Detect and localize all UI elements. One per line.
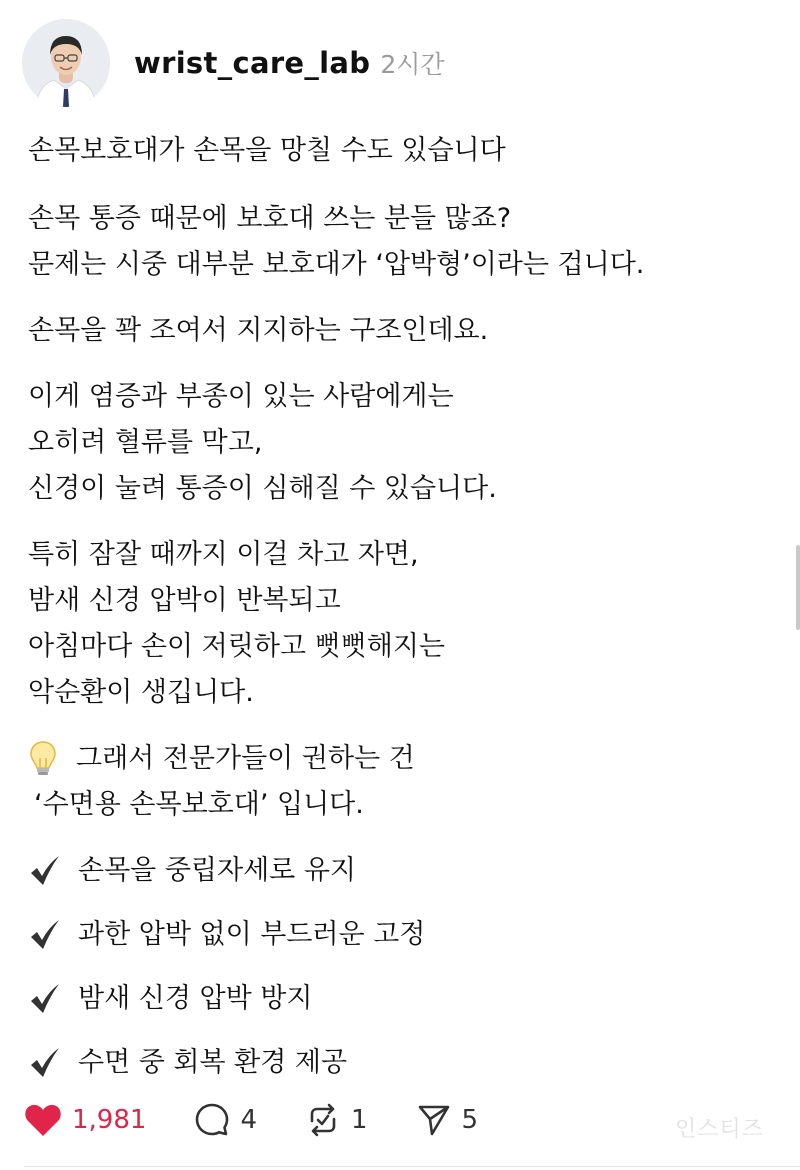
paragraph-line: 오히려 혈류를 막고,	[28, 427, 263, 458]
paragraph-line: 특히 잠잘 때까지 이걸 차고 자면,	[28, 539, 419, 570]
comment-button[interactable]	[194, 1102, 257, 1138]
paragraph-line: 악순환이 생깁니다.	[28, 677, 254, 708]
watermark: 인스티즈	[674, 1117, 764, 1142]
check-mark-icon	[28, 917, 64, 953]
like-count: 1,981	[72, 1105, 147, 1135]
tip-line-1	[28, 736, 768, 782]
paragraph-4	[28, 532, 768, 716]
send-icon	[416, 1102, 452, 1138]
checklist-text: 수면 중 회복 환경 제공	[78, 1047, 348, 1078]
comment-count: 4	[240, 1105, 257, 1135]
avatar[interactable]	[22, 19, 110, 107]
paragraph-3	[28, 374, 768, 512]
paragraph-line: 손목 통증 때문에 보호대 쓰는 분들 많죠?	[28, 203, 512, 234]
post-body	[28, 128, 768, 1104]
checklist-text: 밤새 신경 압박 방지	[78, 983, 313, 1014]
paragraph-line: 손목을 꽉 조여서 지지하는 구조인데요.	[28, 315, 489, 346]
paragraph-2	[28, 308, 768, 354]
paragraph-line: 밤새 신경 압박이 반복되고	[28, 585, 341, 616]
heart-icon	[24, 1103, 62, 1137]
paragraph-line: 아침마다 손이 저릿하고 뻣뻣해지는	[28, 631, 445, 662]
paragraph-line: 이게 염증과 부종이 있는 사람에게는	[28, 381, 454, 412]
username[interactable]: wrist_care_lab	[134, 46, 371, 80]
checklist-text: 과한 압박 없이 부드러운 고정	[78, 919, 426, 950]
post-title	[28, 128, 768, 174]
checklist-item	[28, 848, 768, 894]
checklist-text: 손목을 중립자세로 유지	[78, 855, 356, 886]
check-mark-icon	[28, 1045, 64, 1081]
repost-icon	[305, 1102, 341, 1138]
checklist-item	[28, 912, 768, 958]
paragraph-1	[28, 196, 768, 288]
share-count: 5	[461, 1105, 479, 1135]
tip-block	[28, 736, 768, 828]
divider	[24, 1166, 800, 1167]
repost-button[interactable]	[305, 1102, 368, 1138]
paragraph-line: 신경이 눌려 통증이 심해질 수 있습니다.	[28, 473, 497, 504]
tip-text-1: 그래서 전문가들이 권하는 건	[76, 743, 415, 774]
like-button[interactable]	[24, 1103, 146, 1137]
check-mark-icon	[28, 981, 64, 1017]
check-mark-icon	[28, 853, 64, 889]
share-button[interactable]	[416, 1102, 479, 1138]
checklist-item	[28, 976, 768, 1022]
lightbulb-icon	[28, 739, 58, 779]
scrollbar[interactable]	[796, 545, 800, 630]
post-header	[22, 17, 445, 109]
comment-icon	[194, 1102, 230, 1138]
paragraph-line: 문제는 시중 대부분 보호대가 ‘압박형’이라는 겁니다.	[28, 249, 645, 280]
post-time: 2시간	[380, 50, 445, 79]
checklist-item	[28, 1040, 768, 1086]
repost-count: 1	[350, 1105, 368, 1135]
tip-text-2: ‘수면용 손목보호대’ 입니다.	[34, 789, 364, 820]
profile-photo	[22, 19, 110, 107]
post-title-text: 손목보호대가 손목을 망칠 수도 있습니다	[28, 135, 506, 166]
action-bar	[24, 1098, 526, 1142]
